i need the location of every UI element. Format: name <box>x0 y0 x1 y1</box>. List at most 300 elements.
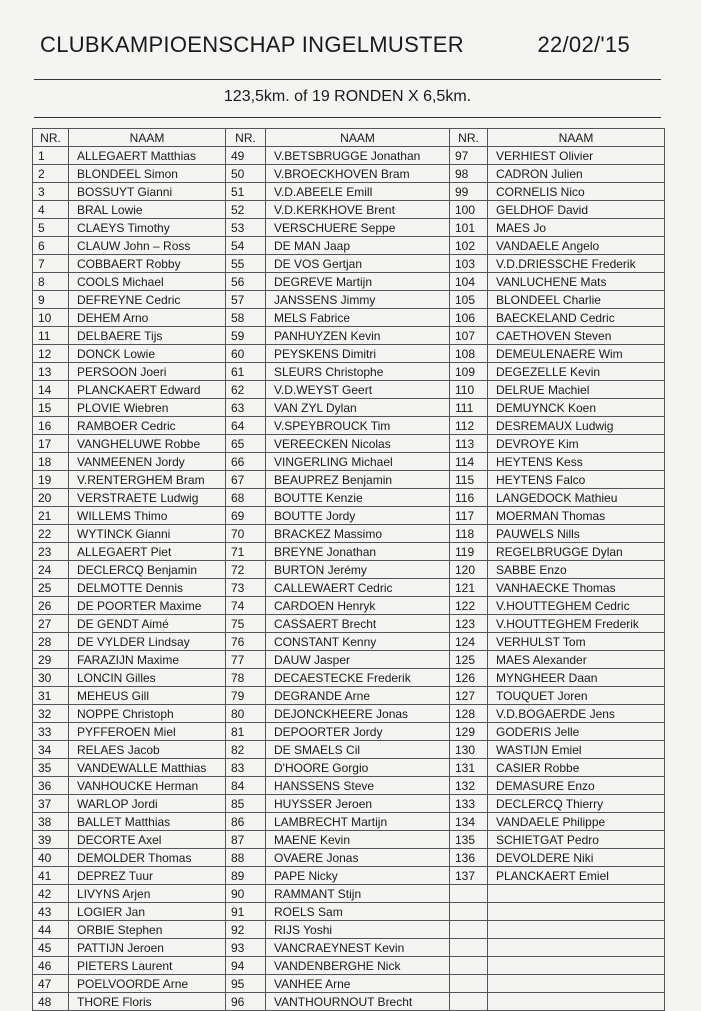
rider-name: WASTIJN Emiel <box>488 741 665 759</box>
rider-name: DEMEULENAERE Wim <box>488 345 665 363</box>
rider-number: 29 <box>33 651 69 669</box>
rider-name: JANSSENS Jimmy <box>266 291 450 309</box>
rider-number: 87 <box>226 831 266 849</box>
rider-number: 119 <box>450 543 488 561</box>
rider-name: CASIER Robbe <box>488 759 665 777</box>
rider-number <box>450 957 488 975</box>
rider-name: MEHEUS Gill <box>69 687 226 705</box>
rider-number: 124 <box>450 633 488 651</box>
rider-name: VANHOUCKE Herman <box>69 777 226 795</box>
rider-number: 75 <box>226 615 266 633</box>
rider-name: VAN ZYL Dylan <box>266 399 450 417</box>
table-row <box>33 525 665 543</box>
rider-number: 24 <box>33 561 69 579</box>
rider-number: 64 <box>226 417 266 435</box>
rider-number: 25 <box>33 579 69 597</box>
rider-name: MELS Fabrice <box>266 309 450 327</box>
rider-number: 17 <box>33 435 69 453</box>
rider-number <box>450 921 488 939</box>
rider-number: 117 <box>450 507 488 525</box>
document-title: CLUBKAMPIOENSCHAP INGELMUSTER <box>40 32 464 57</box>
rider-name: DEGRANDE Arne <box>266 687 450 705</box>
rider-name: REGELBRUGGE Dylan <box>488 543 665 561</box>
rider-name: BEAUPREZ Benjamin <box>266 471 450 489</box>
rider-name: DELRUE Machiel <box>488 381 665 399</box>
race-distance: 123,5km. of 19 RONDEN X 6,5km. <box>223 88 472 105</box>
rider-number: 59 <box>226 327 266 345</box>
rider-number: 135 <box>450 831 488 849</box>
rider-name: DONCK Lowie <box>69 345 226 363</box>
rider-name: DECLERCQ Benjamin <box>69 561 226 579</box>
rider-number: 68 <box>226 489 266 507</box>
rider-number: 136 <box>450 849 488 867</box>
rider-name <box>488 993 665 1011</box>
rider-name: DE GENDT Aimé <box>69 615 226 633</box>
table-row <box>33 723 665 741</box>
rider-name: PLOVIE Wiebren <box>69 399 226 417</box>
rider-number: 45 <box>33 939 69 957</box>
rider-number: 110 <box>450 381 488 399</box>
rider-name: ORBIE Stephen <box>69 921 226 939</box>
column-header-naam: NAAM <box>69 129 226 147</box>
rider-name: HEYTENS Falco <box>488 471 665 489</box>
rider-number: 112 <box>450 417 488 435</box>
rider-number: 78 <box>226 669 266 687</box>
rider-name: WILLEMS Thimo <box>69 507 226 525</box>
rider-name: PIETERS Laurent <box>69 957 226 975</box>
rider-number: 44 <box>33 921 69 939</box>
rider-name: V.D.KERKHOVE Brent <box>266 201 450 219</box>
rider-name: VEREECKEN Nicolas <box>266 435 450 453</box>
rider-name: V.BROECKHOVEN Bram <box>266 165 450 183</box>
rider-number: 33 <box>33 723 69 741</box>
column-header-nr: NR. <box>33 129 69 147</box>
rider-name: DECAESTECKE Frederik <box>266 669 450 687</box>
rider-number: 79 <box>226 687 266 705</box>
rider-name: DEPREZ Tuur <box>69 867 226 885</box>
rider-number: 4 <box>33 201 69 219</box>
table-row <box>33 921 665 939</box>
rider-number: 99 <box>450 183 488 201</box>
table-row <box>33 777 665 795</box>
rider-name: BALLET Matthias <box>69 813 226 831</box>
rider-number: 66 <box>226 453 266 471</box>
rider-name: DEPOORTER Jordy <box>266 723 450 741</box>
rider-number: 80 <box>226 705 266 723</box>
table-row <box>33 309 665 327</box>
rider-number: 2 <box>33 165 69 183</box>
rider-number <box>450 975 488 993</box>
table-row <box>33 453 665 471</box>
rider-name: RAMMANT Stijn <box>266 885 450 903</box>
rider-number: 94 <box>226 957 266 975</box>
rider-number: 96 <box>226 993 266 1011</box>
table-row <box>33 543 665 561</box>
rider-name <box>488 975 665 993</box>
table-row <box>33 651 665 669</box>
rider-number: 5 <box>33 219 69 237</box>
rider-name: ALLEGAERT Piet <box>69 543 226 561</box>
table-row <box>33 831 665 849</box>
rider-name: BOUTTE Jordy <box>266 507 450 525</box>
rider-number: 50 <box>226 165 266 183</box>
rider-name: THORE Floris <box>69 993 226 1011</box>
table-body <box>33 147 665 1011</box>
rider-name: DEVOLDERE Niki <box>488 849 665 867</box>
rider-name: COBBAERT Robby <box>69 255 226 273</box>
rider-name: CAETHOVEN Steven <box>488 327 665 345</box>
rider-number: 6 <box>33 237 69 255</box>
table-row <box>33 579 665 597</box>
rider-number: 11 <box>33 327 69 345</box>
rider-name: VANDENBERGHE Nick <box>266 957 450 975</box>
rider-number: 12 <box>33 345 69 363</box>
rider-number: 132 <box>450 777 488 795</box>
rider-number: 77 <box>226 651 266 669</box>
table-row <box>33 327 665 345</box>
rider-name: PLANCKAERT Edward <box>69 381 226 399</box>
rider-name: DESREMAUX Ludwig <box>488 417 665 435</box>
table-row <box>33 597 665 615</box>
rider-number: 101 <box>450 219 488 237</box>
rider-number: 30 <box>33 669 69 687</box>
table-row <box>33 849 665 867</box>
rider-name: MYNGHEER Daan <box>488 669 665 687</box>
rider-number: 9 <box>33 291 69 309</box>
rider-number: 20 <box>33 489 69 507</box>
table-row <box>33 471 665 489</box>
rider-name: GELDHOF David <box>488 201 665 219</box>
rider-name: DEMUYNCK Koen <box>488 399 665 417</box>
table-row <box>33 273 665 291</box>
rider-name: BRACKEZ Massimo <box>266 525 450 543</box>
rider-number: 88 <box>226 849 266 867</box>
rider-number: 18 <box>33 453 69 471</box>
rider-number: 90 <box>226 885 266 903</box>
rider-name: MAES Jo <box>488 219 665 237</box>
rider-name: RIJS Yoshi <box>266 921 450 939</box>
rider-name: BLONDEEL Charlie <box>488 291 665 309</box>
rider-name: BURTON Jerémy <box>266 561 450 579</box>
rider-number: 111 <box>450 399 488 417</box>
rider-name <box>488 921 665 939</box>
rider-number: 14 <box>33 381 69 399</box>
rider-number: 100 <box>450 201 488 219</box>
table-row <box>33 201 665 219</box>
rider-number: 49 <box>226 147 266 165</box>
table-row <box>33 489 665 507</box>
rider-name: MAENE Kevin <box>266 831 450 849</box>
rider-number: 81 <box>226 723 266 741</box>
rider-number: 58 <box>226 309 266 327</box>
rider-number: 31 <box>33 687 69 705</box>
rider-number: 114 <box>450 453 488 471</box>
rider-name: CARDOEN Henryk <box>266 597 450 615</box>
table-row <box>33 705 665 723</box>
rider-name: CONSTANT Kenny <box>266 633 450 651</box>
rider-number: 95 <box>226 975 266 993</box>
rider-name: BREYNE Jonathan <box>266 543 450 561</box>
rider-name: VANTHOURNOUT Brecht <box>266 993 450 1011</box>
rider-name: CALLEWAERT Cedric <box>266 579 450 597</box>
rider-name: LONCIN Gilles <box>69 669 226 687</box>
rider-name: VERSTRAETE Ludwig <box>69 489 226 507</box>
column-header-naam: NAAM <box>488 129 665 147</box>
table-row <box>33 633 665 651</box>
rider-name: V.BETSBRUGGE Jonathan <box>266 147 450 165</box>
table-row <box>33 381 665 399</box>
rider-name: DECLERCQ Thierry <box>488 795 665 813</box>
rider-name: V.D.BOGAERDE Jens <box>488 705 665 723</box>
rider-name: CLAEYS Timothy <box>69 219 226 237</box>
rider-number: 3 <box>33 183 69 201</box>
rider-number: 41 <box>33 867 69 885</box>
table-row <box>33 759 665 777</box>
rider-name: DELMOTTE Dennis <box>69 579 226 597</box>
rider-name: BLONDEEL Simon <box>69 165 226 183</box>
rider-name: VERHULST Tom <box>488 633 665 651</box>
rider-number: 84 <box>226 777 266 795</box>
rider-name: BAECKELAND Cedric <box>488 309 665 327</box>
rider-number: 82 <box>226 741 266 759</box>
rider-number: 47 <box>33 975 69 993</box>
rider-number: 105 <box>450 291 488 309</box>
table-row <box>33 741 665 759</box>
rider-name: SABBE Enzo <box>488 561 665 579</box>
rider-name: ROELS Sam <box>266 903 450 921</box>
rider-number: 21 <box>33 507 69 525</box>
rider-number: 103 <box>450 255 488 273</box>
table-row <box>33 507 665 525</box>
rider-name: V.D.DRIESSCHE Frederik <box>488 255 665 273</box>
rider-number: 120 <box>450 561 488 579</box>
rider-name: DAUW Jasper <box>266 651 450 669</box>
table-row <box>33 669 665 687</box>
rider-number <box>450 903 488 921</box>
rider-number: 125 <box>450 651 488 669</box>
rider-number: 56 <box>226 273 266 291</box>
rider-name <box>488 957 665 975</box>
table-row <box>33 615 665 633</box>
rider-name: CASSAERT Brecht <box>266 615 450 633</box>
rider-number: 62 <box>226 381 266 399</box>
table-row <box>33 687 665 705</box>
column-header-nr: NR. <box>450 129 488 147</box>
rider-name: BOSSUYT Gianni <box>69 183 226 201</box>
table-row <box>33 399 665 417</box>
rider-name: DECORTE Axel <box>69 831 226 849</box>
rider-name <box>488 903 665 921</box>
rider-number: 15 <box>33 399 69 417</box>
document-title-row <box>40 32 680 58</box>
rider-number: 40 <box>33 849 69 867</box>
rider-name: HEYTENS Kess <box>488 453 665 471</box>
rider-number: 113 <box>450 435 488 453</box>
rider-number: 107 <box>450 327 488 345</box>
rider-name: VERHIEST Olivier <box>488 147 665 165</box>
rider-number: 92 <box>226 921 266 939</box>
rider-name: DEFREYNE Cedric <box>69 291 226 309</box>
table-row <box>33 813 665 831</box>
table-row <box>33 993 665 1011</box>
rider-number: 46 <box>33 957 69 975</box>
rider-name: LAMBRECHT Martijn <box>266 813 450 831</box>
rider-name: LANGEDOCK Mathieu <box>488 489 665 507</box>
rider-name: PAUWELS Nills <box>488 525 665 543</box>
rider-number: 115 <box>450 471 488 489</box>
rider-name: DEHEM Arno <box>69 309 226 327</box>
rider-number: 129 <box>450 723 488 741</box>
rider-name: PERSOON Joeri <box>69 363 226 381</box>
rider-number: 19 <box>33 471 69 489</box>
column-header-naam: NAAM <box>266 129 450 147</box>
rider-number: 133 <box>450 795 488 813</box>
rider-number: 51 <box>226 183 266 201</box>
rider-name: FARAZIJN Maxime <box>69 651 226 669</box>
rider-name: VANDAELE Angelo <box>488 237 665 255</box>
rider-number: 42 <box>33 885 69 903</box>
rider-name <box>488 885 665 903</box>
rider-name: V.D.ABEELE Emill <box>266 183 450 201</box>
table-row <box>33 561 665 579</box>
rider-number: 55 <box>226 255 266 273</box>
rider-number: 97 <box>450 147 488 165</box>
rider-name: DELBAERE Tijs <box>69 327 226 345</box>
rider-number: 13 <box>33 363 69 381</box>
rider-name: VANHAECKE Thomas <box>488 579 665 597</box>
rider-name: VANMEENEN Jordy <box>69 453 226 471</box>
rider-number: 130 <box>450 741 488 759</box>
rider-number: 43 <box>33 903 69 921</box>
rider-name: PANHUYZEN Kevin <box>266 327 450 345</box>
rider-name: CORNELIS Nico <box>488 183 665 201</box>
divider-bottom <box>34 117 661 118</box>
rider-name: PATTIJN Jeroen <box>69 939 226 957</box>
table-row <box>33 975 665 993</box>
rider-number <box>450 939 488 957</box>
table-row <box>33 255 665 273</box>
rider-number: 28 <box>33 633 69 651</box>
rider-name: DE MAN Jaap <box>266 237 450 255</box>
rider-name: V.SPEYBROUCK Tim <box>266 417 450 435</box>
rider-name: DEJONCKHEERE Jonas <box>266 705 450 723</box>
table-row <box>33 363 665 381</box>
rider-name: DEGREVE Martijn <box>266 273 450 291</box>
rider-number: 109 <box>450 363 488 381</box>
column-header-nr: NR. <box>226 129 266 147</box>
rider-number: 61 <box>226 363 266 381</box>
rider-number: 10 <box>33 309 69 327</box>
rider-number: 134 <box>450 813 488 831</box>
table-row <box>33 417 665 435</box>
table-row <box>33 885 665 903</box>
table-row <box>33 795 665 813</box>
rider-number: 69 <box>226 507 266 525</box>
table-row <box>33 291 665 309</box>
rider-number: 23 <box>33 543 69 561</box>
rider-number: 126 <box>450 669 488 687</box>
document-date: 22/02/'15 <box>537 32 630 57</box>
rider-number: 118 <box>450 525 488 543</box>
rider-name: DEMASURE Enzo <box>488 777 665 795</box>
rider-number: 67 <box>226 471 266 489</box>
rider-name: PEYSKENS Dimitri <box>266 345 450 363</box>
table-row <box>33 183 665 201</box>
rider-name: V.HOUTTEGHEM Frederik <box>488 615 665 633</box>
rider-name: V.HOUTTEGHEM Cedric <box>488 597 665 615</box>
rider-number: 34 <box>33 741 69 759</box>
table-row <box>33 165 665 183</box>
rider-name: DEMOLDER Thomas <box>69 849 226 867</box>
rider-number: 106 <box>450 309 488 327</box>
rider-name: TOUQUET Joren <box>488 687 665 705</box>
divider-top <box>34 79 661 80</box>
rider-name: V.D.WEYST Geert <box>266 381 450 399</box>
rider-number: 27 <box>33 615 69 633</box>
rider-number: 137 <box>450 867 488 885</box>
rider-name: DE POORTER Maxime <box>69 597 226 615</box>
rider-number: 26 <box>33 597 69 615</box>
rider-name: OVAERE Jonas <box>266 849 450 867</box>
rider-name: ALLEGAERT Matthias <box>69 147 226 165</box>
rider-number: 128 <box>450 705 488 723</box>
rider-number: 70 <box>226 525 266 543</box>
rider-number: 91 <box>226 903 266 921</box>
rider-name: POELVOORDE Arne <box>69 975 226 993</box>
rider-name: VANCRAEYNEST Kevin <box>266 939 450 957</box>
rider-name: VANGHELUWE Robbe <box>69 435 226 453</box>
table-header-row <box>33 129 665 147</box>
rider-name: RELAES Jacob <box>69 741 226 759</box>
rider-name <box>488 939 665 957</box>
rider-number: 74 <box>226 597 266 615</box>
rider-number: 73 <box>226 579 266 597</box>
rider-number <box>450 885 488 903</box>
table-row <box>33 147 665 165</box>
rider-name: MAES Alexander <box>488 651 665 669</box>
table-row <box>33 867 665 885</box>
rider-name: LOGIER Jan <box>69 903 226 921</box>
rider-name: BRAL Lowie <box>69 201 226 219</box>
table-row <box>33 957 665 975</box>
rider-name: VERSCHUERE Seppe <box>266 219 450 237</box>
rider-number: 104 <box>450 273 488 291</box>
rider-name: DE VOS Gertjan <box>266 255 450 273</box>
rider-number: 72 <box>226 561 266 579</box>
rider-name: VANDAELE Philippe <box>488 813 665 831</box>
rider-name: HUYSSER Jeroen <box>266 795 450 813</box>
rider-name: RAMBOER Cedric <box>69 417 226 435</box>
rider-name: DEGEZELLE Kevin <box>488 363 665 381</box>
rider-name: HANSSENS Steve <box>266 777 450 795</box>
rider-number: 52 <box>226 201 266 219</box>
rider-number: 86 <box>226 813 266 831</box>
rider-name: WYTINCK Gianni <box>69 525 226 543</box>
rider-number: 93 <box>226 939 266 957</box>
rider-number: 1 <box>33 147 69 165</box>
rider-number: 121 <box>450 579 488 597</box>
rider-name: VANLUCHENE Mats <box>488 273 665 291</box>
table-row <box>33 435 665 453</box>
rider-number: 8 <box>33 273 69 291</box>
rider-table <box>32 128 665 1011</box>
rider-name: COOLS Michael <box>69 273 226 291</box>
rider-number: 48 <box>33 993 69 1011</box>
rider-number: 53 <box>226 219 266 237</box>
rider-number: 76 <box>226 633 266 651</box>
table-row <box>33 903 665 921</box>
table-row <box>33 219 665 237</box>
